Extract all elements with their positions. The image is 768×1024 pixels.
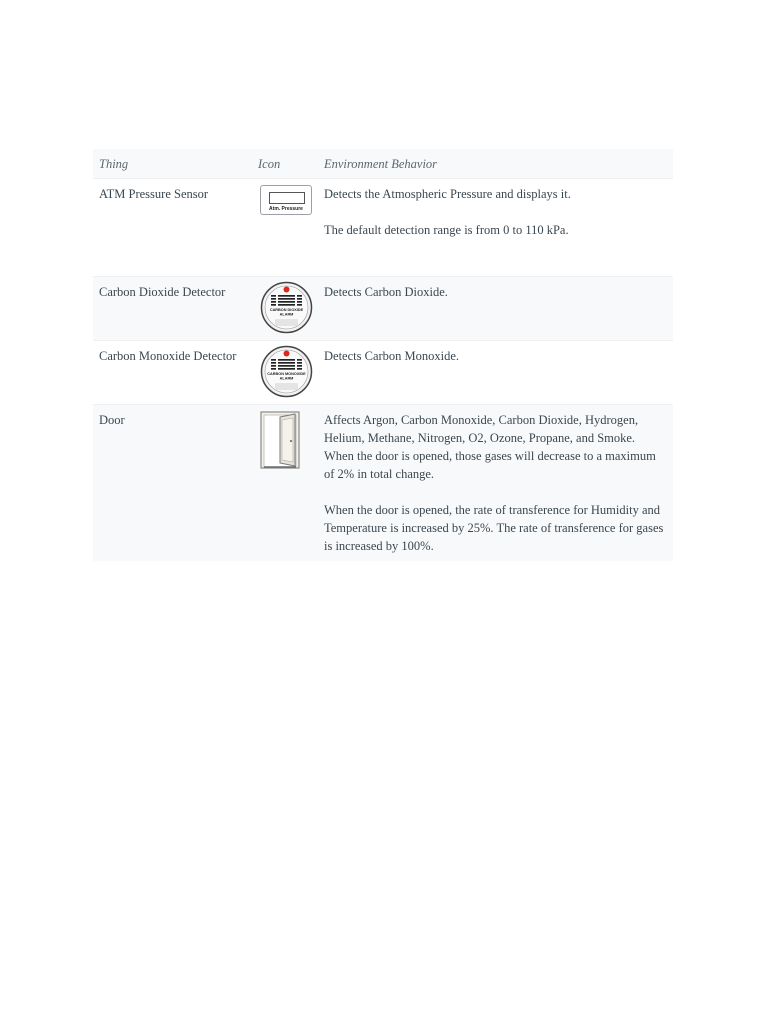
thing-name: Carbon Dioxide Detector <box>93 277 252 341</box>
thing-name: Door <box>93 405 252 562</box>
behavior-text: Detects the Atmospheric Pressure and displays it. <box>324 187 571 201</box>
behavior-cell <box>318 405 673 562</box>
behavior-text: Detects Carbon Monoxide. <box>324 349 460 363</box>
table-row <box>93 341 673 405</box>
behavior-text: Affects Argon, Carbon Monoxide, Carbon Dioxide, Hydrogen, Helium, Methane, Nitrogen, O2, Ozone, Propane, and Smoke. When the door is opened, those gases will decrease to a maximum of 2% in total change. <box>324 413 656 481</box>
alarm-label-line-2: ALARM <box>279 312 294 317</box>
behavior-text: The default detection range is from 0 to 110 kPa. <box>324 223 569 237</box>
header-thing: Thing <box>93 149 252 179</box>
behavior-cell <box>318 341 673 405</box>
behavior-cell <box>318 277 673 341</box>
header-environment-behavior: Environment Behavior <box>318 149 673 179</box>
alarm-label-line-1: CARBON MONOXIDE <box>267 372 306 376</box>
table-header-row <box>93 149 673 179</box>
thing-name: ATM Pressure Sensor <box>93 179 252 277</box>
table-row <box>93 405 673 562</box>
behavior-text: Detects Carbon Dioxide. <box>324 285 448 299</box>
carbon-dioxide-alarm-icon <box>260 281 313 334</box>
alarm-label-line-2: ALARM <box>279 376 294 381</box>
behavior-cell <box>318 179 673 277</box>
atm-pressure-sensor-icon <box>260 185 312 215</box>
table-row <box>93 179 673 277</box>
atm-pressure-label: Atm. Pressure <box>269 206 303 212</box>
environment-things-table <box>93 149 673 561</box>
thing-name: Carbon Monoxide Detector <box>93 341 252 405</box>
behavior-text: When the door is opened, the rate of transference for Humidity and Temperature is increased by 25%. The rate of transference for gases is increased by 100%. <box>324 503 664 553</box>
header-icon: Icon <box>252 149 318 179</box>
table-row <box>93 277 673 341</box>
alarm-label-line-1: CARBON DIOXIDE <box>269 308 304 312</box>
door-icon <box>260 411 300 469</box>
carbon-monoxide-alarm-icon <box>260 345 313 398</box>
